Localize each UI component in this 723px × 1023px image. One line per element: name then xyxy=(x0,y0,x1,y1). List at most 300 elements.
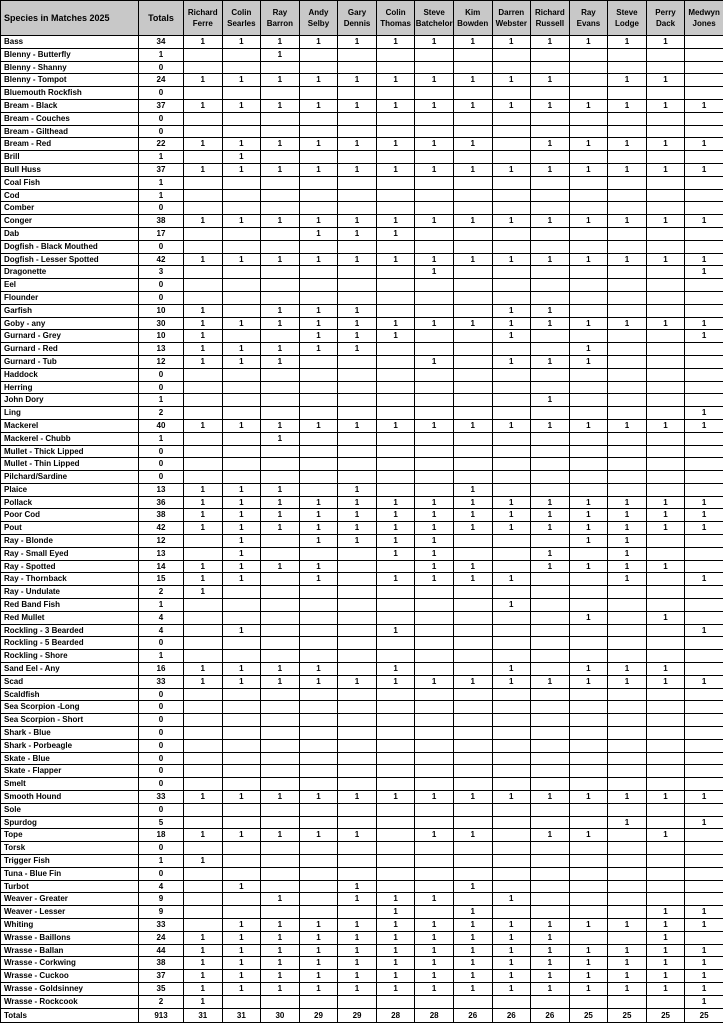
catch-cell: 1 xyxy=(646,253,685,266)
catch-cell xyxy=(569,407,608,420)
catch-cell xyxy=(261,688,300,701)
catch-cell: 1 xyxy=(646,509,685,522)
catch-cell xyxy=(608,586,647,599)
catch-cell xyxy=(338,432,377,445)
catch-cell xyxy=(646,995,685,1008)
catch-cell xyxy=(184,176,223,189)
species-name: Goby - any xyxy=(1,317,139,330)
table-row xyxy=(1,215,723,228)
catch-cell: 1 xyxy=(569,317,608,330)
catch-cell xyxy=(261,855,300,868)
catch-cell xyxy=(222,739,261,752)
catch-cell xyxy=(492,611,531,624)
catch-cell xyxy=(646,778,685,791)
catch-cell xyxy=(646,573,685,586)
catch-cell xyxy=(453,765,492,778)
catch-cell xyxy=(492,906,531,919)
catch-cell xyxy=(184,688,223,701)
species-name: Trigger Fish xyxy=(1,855,139,868)
catch-cell xyxy=(569,176,608,189)
catch-cell xyxy=(569,931,608,944)
species-name: Mullet - Thick Lipped xyxy=(1,445,139,458)
catch-cell: 1 xyxy=(608,918,647,931)
catch-cell xyxy=(531,714,570,727)
catch-cell: 1 xyxy=(569,675,608,688)
catch-cell: 1 xyxy=(453,791,492,804)
catch-cell: 1 xyxy=(531,918,570,931)
catch-cell: 1 xyxy=(261,982,300,995)
catch-cell: 1 xyxy=(222,624,261,637)
catch-cell: 1 xyxy=(646,675,685,688)
species-name: Mackerel xyxy=(1,419,139,432)
species-name: Dab xyxy=(1,227,139,240)
catch-cell xyxy=(299,458,338,471)
catch-cell xyxy=(338,279,377,292)
catch-cell xyxy=(376,611,415,624)
catch-cell xyxy=(415,291,454,304)
species-total: 30 xyxy=(139,317,184,330)
species-name: Ray - Thornback xyxy=(1,573,139,586)
catch-cell xyxy=(338,560,377,573)
species-total: 22 xyxy=(139,138,184,151)
catch-cell xyxy=(261,381,300,394)
catch-cell: 1 xyxy=(338,215,377,228)
catch-cell xyxy=(492,855,531,868)
catch-cell xyxy=(261,816,300,829)
catch-cell xyxy=(376,842,415,855)
table-row xyxy=(1,343,723,356)
catch-cell: 1 xyxy=(261,483,300,496)
catch-cell: 1 xyxy=(685,138,723,151)
catch-cell xyxy=(531,688,570,701)
angler-total: 31 xyxy=(184,1008,223,1022)
table-row xyxy=(1,163,723,176)
catch-cell xyxy=(222,599,261,612)
table-row xyxy=(1,842,723,855)
catch-cell xyxy=(569,727,608,740)
catch-cell xyxy=(646,458,685,471)
catch-cell: 1 xyxy=(222,675,261,688)
catch-cell xyxy=(261,471,300,484)
catch-cell xyxy=(685,880,723,893)
catch-cell xyxy=(184,701,223,714)
catch-cell xyxy=(261,227,300,240)
catch-cell: 1 xyxy=(685,624,723,637)
catch-cell: 1 xyxy=(299,227,338,240)
catch-cell: 1 xyxy=(685,791,723,804)
catch-cell xyxy=(531,650,570,663)
species-total: 36 xyxy=(139,496,184,509)
catch-cell xyxy=(608,432,647,445)
catch-cell: 1 xyxy=(222,74,261,87)
catch-cell xyxy=(453,855,492,868)
catch-cell: 1 xyxy=(184,957,223,970)
catch-cell xyxy=(299,394,338,407)
catch-cell xyxy=(453,778,492,791)
catch-cell xyxy=(492,368,531,381)
catch-cell xyxy=(531,432,570,445)
catch-cell: 1 xyxy=(184,483,223,496)
catch-cell xyxy=(415,48,454,61)
catch-cell xyxy=(492,586,531,599)
catch-cell xyxy=(646,330,685,343)
catch-cell xyxy=(608,701,647,714)
catch-cell: 1 xyxy=(531,215,570,228)
catch-cell: 1 xyxy=(646,36,685,49)
catch-cell xyxy=(184,189,223,202)
catch-cell xyxy=(685,867,723,880)
catch-cell xyxy=(184,918,223,931)
catch-cell xyxy=(184,842,223,855)
catch-cell: 1 xyxy=(415,535,454,548)
catch-cell: 1 xyxy=(338,138,377,151)
catch-cell: 1 xyxy=(299,931,338,944)
catch-cell: 1 xyxy=(338,957,377,970)
catch-cell xyxy=(299,995,338,1008)
catch-cell xyxy=(685,151,723,164)
species-total: 1 xyxy=(139,176,184,189)
catch-cell xyxy=(184,125,223,138)
catch-cell xyxy=(531,893,570,906)
catch-cell: 1 xyxy=(184,304,223,317)
catch-cell xyxy=(685,637,723,650)
catch-cell xyxy=(338,816,377,829)
catch-cell xyxy=(184,765,223,778)
catch-cell xyxy=(569,48,608,61)
catch-cell: 1 xyxy=(222,547,261,560)
catch-cell: 1 xyxy=(415,970,454,983)
table-row xyxy=(1,918,723,931)
catch-cell xyxy=(376,816,415,829)
catch-cell: 1 xyxy=(415,522,454,535)
catch-cell xyxy=(415,803,454,816)
catch-cell xyxy=(376,560,415,573)
catch-cell xyxy=(415,611,454,624)
catch-cell xyxy=(222,611,261,624)
catch-cell: 1 xyxy=(453,982,492,995)
species-total: 4 xyxy=(139,611,184,624)
catch-cell xyxy=(492,816,531,829)
catch-cell xyxy=(646,535,685,548)
catch-cell xyxy=(222,855,261,868)
catch-cell: 1 xyxy=(685,906,723,919)
catch-cell: 1 xyxy=(608,675,647,688)
species-name: Ray - Small Eyed xyxy=(1,547,139,560)
species-total: 0 xyxy=(139,701,184,714)
species-total: 0 xyxy=(139,714,184,727)
species-total: 9 xyxy=(139,906,184,919)
catch-cell xyxy=(646,279,685,292)
catch-cell xyxy=(376,176,415,189)
catch-cell xyxy=(492,650,531,663)
species-name: Dogfish - Black Mouthed xyxy=(1,240,139,253)
catch-cell xyxy=(492,803,531,816)
catch-cell: 1 xyxy=(222,957,261,970)
catch-cell xyxy=(453,458,492,471)
catch-cell: 1 xyxy=(415,573,454,586)
catch-cell xyxy=(338,61,377,74)
catch-cell: 1 xyxy=(531,74,570,87)
catch-cell: 1 xyxy=(338,970,377,983)
catch-cell: 1 xyxy=(415,791,454,804)
catch-cell: 1 xyxy=(646,970,685,983)
catch-cell xyxy=(415,330,454,343)
table-row xyxy=(1,663,723,676)
species-name: Sea Scorpion - Short xyxy=(1,714,139,727)
species-total: 35 xyxy=(139,982,184,995)
catch-cell xyxy=(376,599,415,612)
species-name: Cod xyxy=(1,189,139,202)
catch-cell: 1 xyxy=(685,995,723,1008)
catch-cell xyxy=(453,202,492,215)
catch-cell: 1 xyxy=(222,573,261,586)
catch-cell: 1 xyxy=(569,253,608,266)
catch-cell: 1 xyxy=(685,419,723,432)
angler-total: 28 xyxy=(376,1008,415,1022)
species-name: Pollack xyxy=(1,496,139,509)
catch-cell xyxy=(646,727,685,740)
catch-cell xyxy=(222,291,261,304)
catch-cell: 1 xyxy=(184,355,223,368)
catch-cell: 1 xyxy=(184,496,223,509)
catch-cell xyxy=(569,74,608,87)
catch-cell xyxy=(415,458,454,471)
species-name: Shark - Blue xyxy=(1,727,139,740)
catch-cell: 1 xyxy=(492,496,531,509)
catch-cell: 1 xyxy=(261,791,300,804)
angler-total: 26 xyxy=(531,1008,570,1022)
species-name: Smelt xyxy=(1,778,139,791)
species-name: Haddock xyxy=(1,368,139,381)
catch-cell xyxy=(646,624,685,637)
table-row xyxy=(1,87,723,100)
catch-cell: 1 xyxy=(569,918,608,931)
catch-cell xyxy=(531,586,570,599)
catch-cell: 1 xyxy=(415,138,454,151)
table-row xyxy=(1,330,723,343)
catch-cell xyxy=(646,407,685,420)
catch-cell xyxy=(415,701,454,714)
catch-cell xyxy=(222,995,261,1008)
catch-cell xyxy=(646,586,685,599)
catch-cell xyxy=(492,714,531,727)
catch-cell xyxy=(531,458,570,471)
catch-cell xyxy=(608,624,647,637)
species-name: Wrasse - Goldsinney xyxy=(1,982,139,995)
catch-cell xyxy=(531,573,570,586)
catch-cell xyxy=(608,394,647,407)
catch-cell xyxy=(569,458,608,471)
catch-cell xyxy=(608,330,647,343)
species-total: 15 xyxy=(139,573,184,586)
catch-cell: 1 xyxy=(569,36,608,49)
catch-cell xyxy=(261,291,300,304)
catch-cell xyxy=(685,599,723,612)
catch-cell xyxy=(376,727,415,740)
catch-cell xyxy=(261,112,300,125)
catch-cell xyxy=(685,829,723,842)
catch-cell xyxy=(376,48,415,61)
catch-cell xyxy=(376,202,415,215)
catch-cell xyxy=(608,906,647,919)
catch-cell xyxy=(376,739,415,752)
catch-cell: 1 xyxy=(685,509,723,522)
catch-cell xyxy=(492,778,531,791)
table-row xyxy=(1,829,723,842)
catch-cell: 1 xyxy=(415,893,454,906)
catch-cell xyxy=(299,355,338,368)
catch-cell xyxy=(222,637,261,650)
catch-cell xyxy=(222,266,261,279)
catch-cell xyxy=(453,701,492,714)
catch-cell xyxy=(184,202,223,215)
table-row xyxy=(1,573,723,586)
catch-cell: 1 xyxy=(492,982,531,995)
table-row xyxy=(1,419,723,432)
catch-cell xyxy=(608,855,647,868)
catch-cell xyxy=(531,816,570,829)
catch-cell xyxy=(608,227,647,240)
catch-cell: 1 xyxy=(261,663,300,676)
catch-cell: 1 xyxy=(261,163,300,176)
catch-cell: 1 xyxy=(453,560,492,573)
species-total: 13 xyxy=(139,343,184,356)
catch-cell xyxy=(569,227,608,240)
catch-cell: 1 xyxy=(531,509,570,522)
catch-cell xyxy=(222,394,261,407)
catch-cell: 1 xyxy=(184,791,223,804)
catch-cell xyxy=(261,727,300,740)
table-row xyxy=(1,957,723,970)
species-total: 38 xyxy=(139,957,184,970)
species-name: Blenny - Tompot xyxy=(1,74,139,87)
catch-cell xyxy=(492,637,531,650)
catch-cell: 1 xyxy=(415,509,454,522)
catch-cell: 1 xyxy=(492,253,531,266)
catch-cell xyxy=(184,394,223,407)
table-row xyxy=(1,688,723,701)
species-total: 33 xyxy=(139,675,184,688)
species-name: Smooth Hound xyxy=(1,791,139,804)
catch-cell xyxy=(492,445,531,458)
species-name: Eel xyxy=(1,279,139,292)
catch-cell xyxy=(415,394,454,407)
catch-cell xyxy=(299,176,338,189)
table-row xyxy=(1,867,723,880)
catch-cell xyxy=(299,445,338,458)
catch-cell xyxy=(608,611,647,624)
catch-cell: 1 xyxy=(415,74,454,87)
catch-cell xyxy=(685,739,723,752)
species-name: Poor Cod xyxy=(1,509,139,522)
catch-cell: 1 xyxy=(338,227,377,240)
catch-cell xyxy=(222,125,261,138)
table-row xyxy=(1,279,723,292)
catch-cell xyxy=(376,87,415,100)
catch-cell xyxy=(685,650,723,663)
catch-cell xyxy=(184,368,223,381)
catch-cell xyxy=(685,74,723,87)
catch-cell: 1 xyxy=(608,317,647,330)
catch-cell: 1 xyxy=(646,138,685,151)
catch-cell: 1 xyxy=(608,253,647,266)
catch-cell xyxy=(608,637,647,650)
table-row xyxy=(1,791,723,804)
catch-cell xyxy=(453,471,492,484)
catch-cell: 1 xyxy=(492,509,531,522)
catch-cell xyxy=(261,407,300,420)
catch-cell: 1 xyxy=(569,522,608,535)
species-name: Bream - Couches xyxy=(1,112,139,125)
catch-cell xyxy=(453,112,492,125)
header-row xyxy=(1,1,723,36)
table-row xyxy=(1,125,723,138)
catch-cell xyxy=(184,778,223,791)
catch-cell xyxy=(569,752,608,765)
catch-cell xyxy=(492,394,531,407)
catch-cell xyxy=(415,125,454,138)
catch-cell xyxy=(415,765,454,778)
species-name: Blenny - Shanny xyxy=(1,61,139,74)
catch-cell: 1 xyxy=(184,982,223,995)
table-row xyxy=(1,36,723,49)
catch-cell: 1 xyxy=(222,663,261,676)
catch-cell xyxy=(646,394,685,407)
table-row xyxy=(1,151,723,164)
angler-total: 25 xyxy=(608,1008,647,1022)
table-row xyxy=(1,560,723,573)
catch-cell xyxy=(299,893,338,906)
catch-cell xyxy=(685,87,723,100)
catch-cell: 1 xyxy=(261,675,300,688)
species-total: 2 xyxy=(139,586,184,599)
catch-cell xyxy=(222,48,261,61)
catch-cell xyxy=(569,867,608,880)
catch-cell: 1 xyxy=(222,317,261,330)
catch-cell: 1 xyxy=(222,970,261,983)
species-total: 44 xyxy=(139,944,184,957)
catch-cell: 1 xyxy=(338,918,377,931)
catch-cell: 1 xyxy=(299,829,338,842)
catch-cell xyxy=(299,727,338,740)
catch-cell xyxy=(184,637,223,650)
catch-cell: 1 xyxy=(646,522,685,535)
catch-cell: 1 xyxy=(415,419,454,432)
catch-cell xyxy=(492,432,531,445)
catch-cell: 1 xyxy=(415,317,454,330)
catch-cell xyxy=(453,368,492,381)
catch-cell: 1 xyxy=(453,573,492,586)
catch-cell xyxy=(492,688,531,701)
catch-cell xyxy=(415,727,454,740)
angler-column-header: Colin Thomas xyxy=(376,1,415,36)
catch-cell: 1 xyxy=(685,918,723,931)
catch-cell: 1 xyxy=(184,36,223,49)
species-name: Wrasse - Rockcook xyxy=(1,995,139,1008)
catch-cell xyxy=(184,535,223,548)
angler-column-header: Richard Russell xyxy=(531,1,570,36)
catch-cell xyxy=(453,291,492,304)
catch-cell xyxy=(222,586,261,599)
catch-cell: 1 xyxy=(646,215,685,228)
catch-cell xyxy=(376,61,415,74)
catch-cell xyxy=(492,483,531,496)
species-name: Mullet - Thin Lipped xyxy=(1,458,139,471)
catch-cell xyxy=(261,739,300,752)
catch-cell xyxy=(492,48,531,61)
species-total: 0 xyxy=(139,87,184,100)
catch-cell: 1 xyxy=(376,573,415,586)
